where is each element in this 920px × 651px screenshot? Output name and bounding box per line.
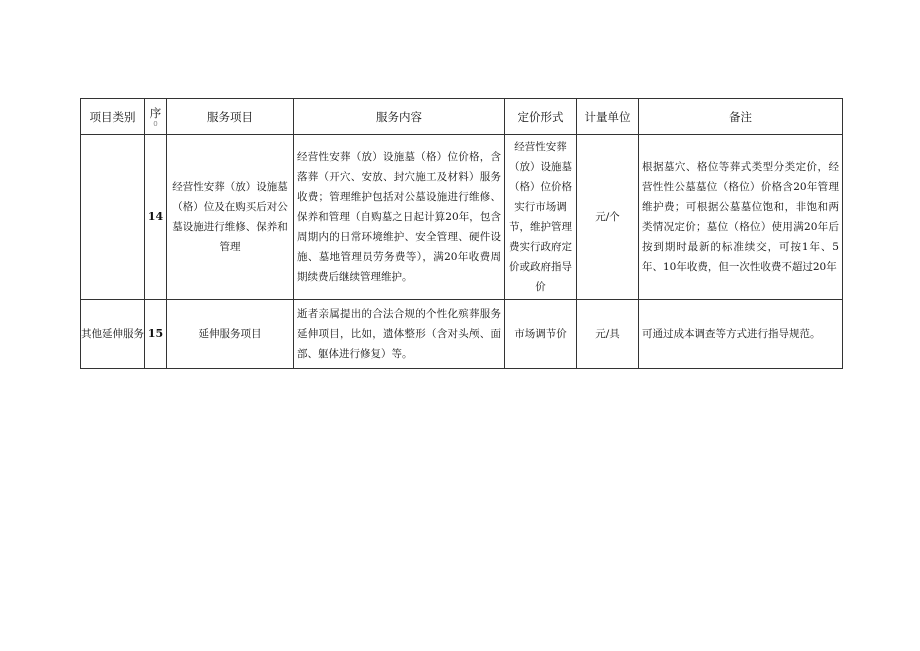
fee-table [80,98,843,369]
row-remark [639,135,843,300]
header-category: 项目类别 [81,99,145,135]
row-unit: 元/个 [577,135,639,300]
row-remark [639,300,843,369]
header-remark: 备注 [639,99,843,135]
row-pricing-text: 经营性安葬（放）设施墓（格）位价格实行市场调节，维护管理费实行政府定价或政府指导价 [509,141,572,293]
header-unit: 计量单位 [577,99,639,135]
header-seq [145,99,167,135]
row-category [81,135,145,300]
row-remark-text: 可通过成本调查等方式进行指导规范。 [642,328,821,340]
row-item: 延伸服务项目 [167,300,294,369]
row-content-text: 经营性安葬（放）设施墓（格）位价格，含落葬（开穴、安放、封穴施工及材料）服务收费；管理维护包括对公墓设施进行维修、保养和管理（自购墓之日起计算20年，包含周期内的日常环境维护、安全管理、硬件设施、墓地管理员劳务费等），满20年收费周期续费后继续管理维护。 [297,151,501,283]
row-pricing [505,135,577,300]
row-unit: 元/具 [577,300,639,369]
table-row [81,135,843,300]
table-row [81,300,843,369]
row-content-text: 逝者亲属提出的合法合规的个性化殡葬服务延伸项目，比如，遗体整形（含对头颅、面部、躯体进行修复）等。 [297,308,501,360]
row-seq: 14 [145,135,167,300]
header-seq-label: 序 [149,105,162,120]
row-item-text: 经营性安葬（放）设施墓（格）位及在购买后对公墓设施进行维修、保养和管理 [172,181,288,253]
header-item: 服务项目 [167,99,294,135]
row-pricing: 市场调节价 [505,300,577,369]
row-category: 其他延伸服务 [81,300,145,369]
header-pricing: 定价形式 [505,99,577,135]
row-content [294,135,505,300]
row-content [294,300,505,369]
row-seq: 15 [145,300,167,369]
header-content: 服务内容 [294,99,505,135]
header-seq-subscript: 0 [153,119,158,128]
row-item [167,135,294,300]
row-remark-text: 根据墓穴、格位等葬式类型分类定价，经营性性公墓墓位（格位）价格含20年管理维护费；可根据公墓墓位饱和，非饱和两类情况定价；墓位（格位）使用满20年后按到期时最新的标准续交，可按1年、5年、10年收费，但一次性收费不超过20年 [642,161,839,273]
header-row [81,99,843,135]
